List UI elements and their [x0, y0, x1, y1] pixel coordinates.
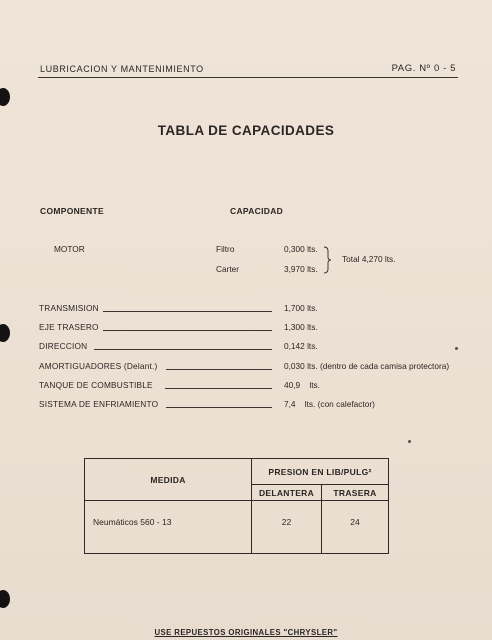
paper-speck: [455, 347, 458, 350]
row-label-direccion: DIRECCION: [39, 341, 88, 351]
header-delantera: DELANTERA: [252, 485, 322, 501]
row-label-amortiguadores: AMORTIGUADORES (Delant.): [39, 361, 158, 371]
header-page-number: PAG. Nº 0 - 5: [391, 63, 456, 74]
row-value-direccion: 0,142 lts.: [284, 341, 318, 351]
binder-hole: [0, 590, 10, 608]
header-section-title: LUBRICACION Y MANTENIMIENTO: [40, 64, 204, 74]
footer-note: USE REPUESTOS ORIGINALES "CHRYSLER": [154, 628, 338, 637]
row-label-tanque: TANQUE DE COMBUSTIBLE: [39, 380, 153, 390]
tire-pressure-table: [84, 458, 389, 554]
filtro-value: 0,300 lts.: [284, 244, 318, 254]
leader-line: [103, 330, 272, 331]
leader-line: [166, 369, 272, 370]
rear-pressure-cell: 24: [322, 501, 389, 554]
carter-label: Carter: [216, 264, 240, 274]
leader-line: [94, 349, 272, 350]
carter-value: 3,970 lts.: [284, 264, 318, 274]
row-value-enfriamiento: 7,4 lts. (con calefactor): [284, 399, 375, 409]
page-title: TABLA DE CAPACIDADES: [157, 123, 335, 138]
leader-line: [165, 388, 272, 389]
motor-label: MOTOR: [54, 244, 85, 254]
row-value-eje-trasero: 1,300 lts.: [284, 322, 318, 332]
motor-total: Total 4,270 lts.: [342, 254, 396, 264]
binder-hole: [0, 88, 10, 106]
header-presion: PRESION EN LIB/PULG²: [252, 459, 389, 485]
row-value-transmision: 1,700 lts.: [284, 303, 318, 313]
row-value-amortiguadores: 0,030 lts. (dentro de cada camisa protectora): [284, 361, 450, 371]
row-label-transmision: TRANSMISION: [39, 303, 99, 313]
row-label-enfriamiento: SISTEMA DE ENFRIAMIENTO: [39, 399, 159, 409]
header-rule: [38, 77, 458, 78]
brace-icon: [322, 246, 332, 274]
binder-hole: [0, 324, 10, 342]
filtro-label: Filtro: [216, 244, 235, 254]
column-header-capacity: CAPACIDAD: [230, 206, 284, 216]
front-pressure-cell: 22: [252, 501, 322, 554]
column-header-component: COMPONENTE: [40, 206, 104, 216]
row-label-eje-trasero: EJE TRASERO: [39, 322, 99, 332]
leader-line: [103, 311, 272, 312]
row-value-tanque: 40,9 lts.: [284, 380, 320, 390]
header-medida: MEDIDA: [85, 459, 252, 501]
tire-size-cell: Neumáticos 560 - 13: [85, 501, 252, 554]
header-trasera: TRASERA: [322, 485, 389, 501]
paper-speck: [408, 440, 411, 443]
leader-line: [166, 407, 272, 408]
